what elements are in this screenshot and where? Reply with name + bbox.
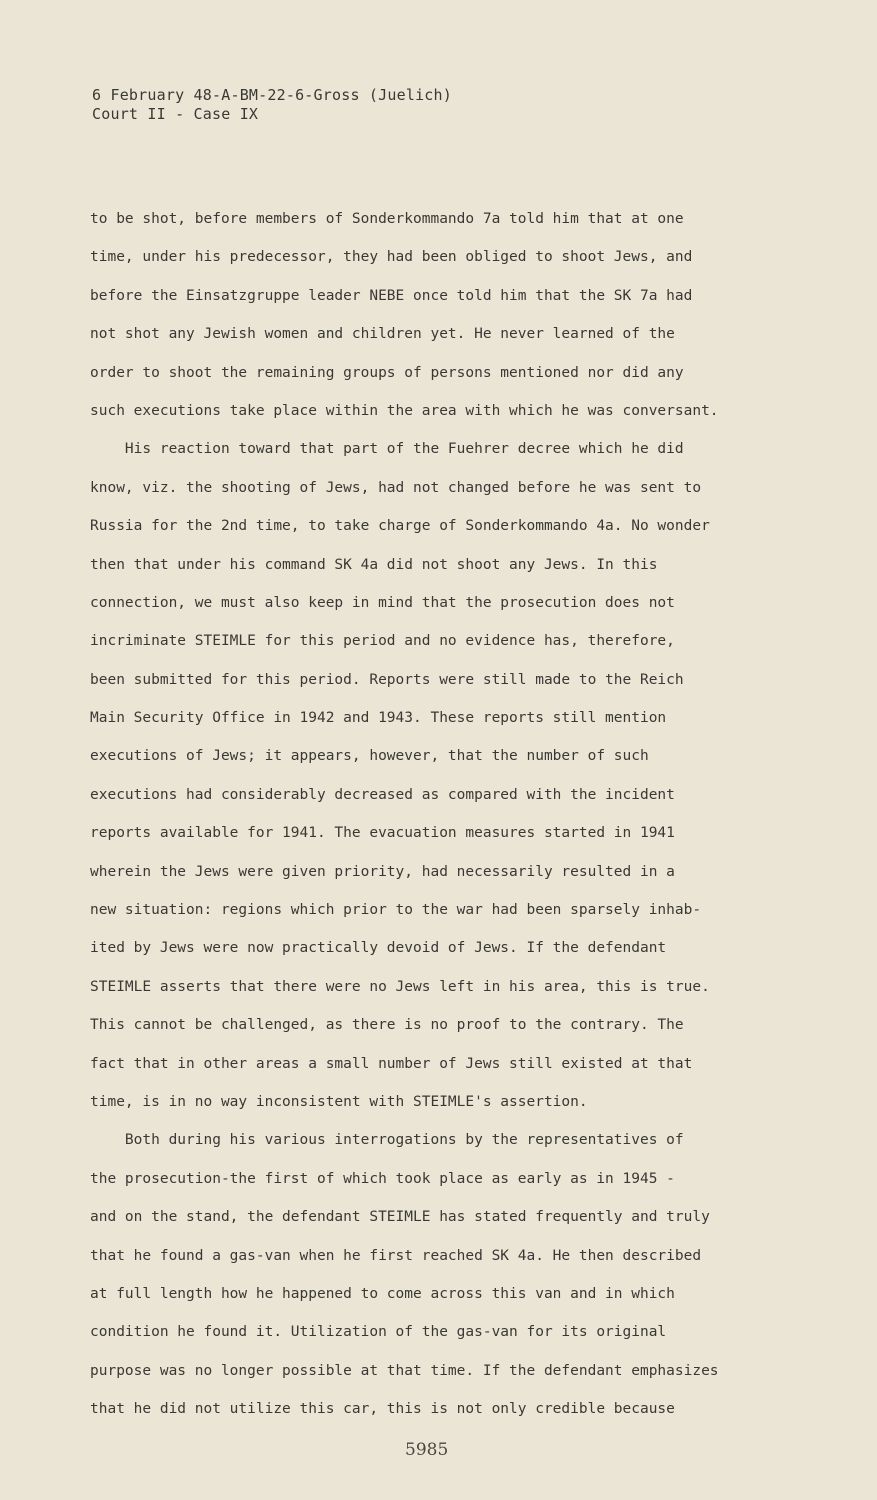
text-line: condition he found it. Utilization of the gas-van for its original bbox=[90, 1324, 667, 1341]
text-line: executions of Jews; it appears, however, that the number of such bbox=[90, 748, 649, 765]
text-line: fact that in other areas a small number of Jews still existed at that bbox=[90, 1055, 693, 1072]
text-line: such executions take place within the area with which he was conversant. bbox=[90, 402, 719, 419]
text-line: reports available for 1941. The evacuation measures started in 1941 bbox=[90, 825, 675, 842]
header-line-2: Court II - Case IX bbox=[92, 105, 259, 123]
text-line: Russia for the 2nd time, to take charge of Sonderkommando 4a. No wonder bbox=[90, 518, 710, 535]
text-line: connection, we must also keep in mind that the prosecution does not bbox=[90, 594, 675, 611]
text-line: new situation: regions which prior to the war had been sparsely inhab- bbox=[90, 902, 702, 919]
text-line: wherein the Jews were given priority, had necessarily resulted in a bbox=[90, 863, 675, 880]
body-text bbox=[90, 200, 790, 1429]
text-line: executions had considerably decreased as compared with the incident bbox=[90, 786, 675, 803]
text-line: purpose was no longer possible at that time. If the defendant emphasizes bbox=[90, 1362, 719, 1379]
text-line: Main Security Office in 1942 and 1943. These reports still mention bbox=[90, 710, 667, 727]
text-line: that he found a gas-van when he first reached SK 4a. He then described bbox=[90, 1247, 702, 1264]
text-line: STEIMLE asserts that there were no Jews left in his area, this is true. bbox=[90, 978, 710, 995]
text-line: been submitted for this period. Reports were still made to the Reich bbox=[90, 671, 684, 688]
text-line: at full length how he happened to come across this van and in which bbox=[90, 1285, 675, 1302]
text-line: time, is in no way inconsistent with STEIMLE's assertion. bbox=[90, 1093, 588, 1110]
text-line: not shot any Jewish women and children yet. He never learned of the bbox=[90, 326, 675, 343]
page-number: 5985 bbox=[405, 1440, 449, 1460]
text-line: the prosecution-the first of which took place as early as in 1945 - bbox=[90, 1170, 675, 1187]
text-line: then that under his command SK 4a did not shoot any Jews. In this bbox=[90, 556, 658, 573]
text-line: His reaction toward that part of the Fuehrer decree which he did bbox=[90, 441, 684, 458]
document-header bbox=[92, 86, 452, 124]
text-line: This cannot be challenged, as there is no proof to the contrary. The bbox=[90, 1017, 684, 1034]
text-line: time, under his predecessor, they had been obliged to shoot Jews, and bbox=[90, 249, 693, 266]
text-line: ited by Jews were now practically devoid of Jews. If the defendant bbox=[90, 940, 667, 957]
text-line: that he did not utilize this car, this is not only credible because bbox=[90, 1401, 675, 1418]
text-line: Both during his various interrogations by the representatives of bbox=[90, 1132, 684, 1149]
text-line: and on the stand, the defendant STEIMLE has stated frequently and truly bbox=[90, 1209, 710, 1226]
text-line: incriminate STEIMLE for this period and no evidence has, therefore, bbox=[90, 633, 675, 650]
text-line: know, viz. the shooting of Jews, had not changed before he was sent to bbox=[90, 479, 702, 496]
text-line: order to shoot the remaining groups of persons mentioned nor did any bbox=[90, 364, 684, 381]
text-line: to be shot, before members of Sonderkommando 7a told him that at one bbox=[90, 211, 684, 227]
header-line-1: 6 February 48-A-BM-22-6-Gross (Juelich) bbox=[92, 86, 452, 104]
text-line: before the Einsatzgruppe leader NEBE once told him that the SK 7a had bbox=[90, 287, 693, 304]
